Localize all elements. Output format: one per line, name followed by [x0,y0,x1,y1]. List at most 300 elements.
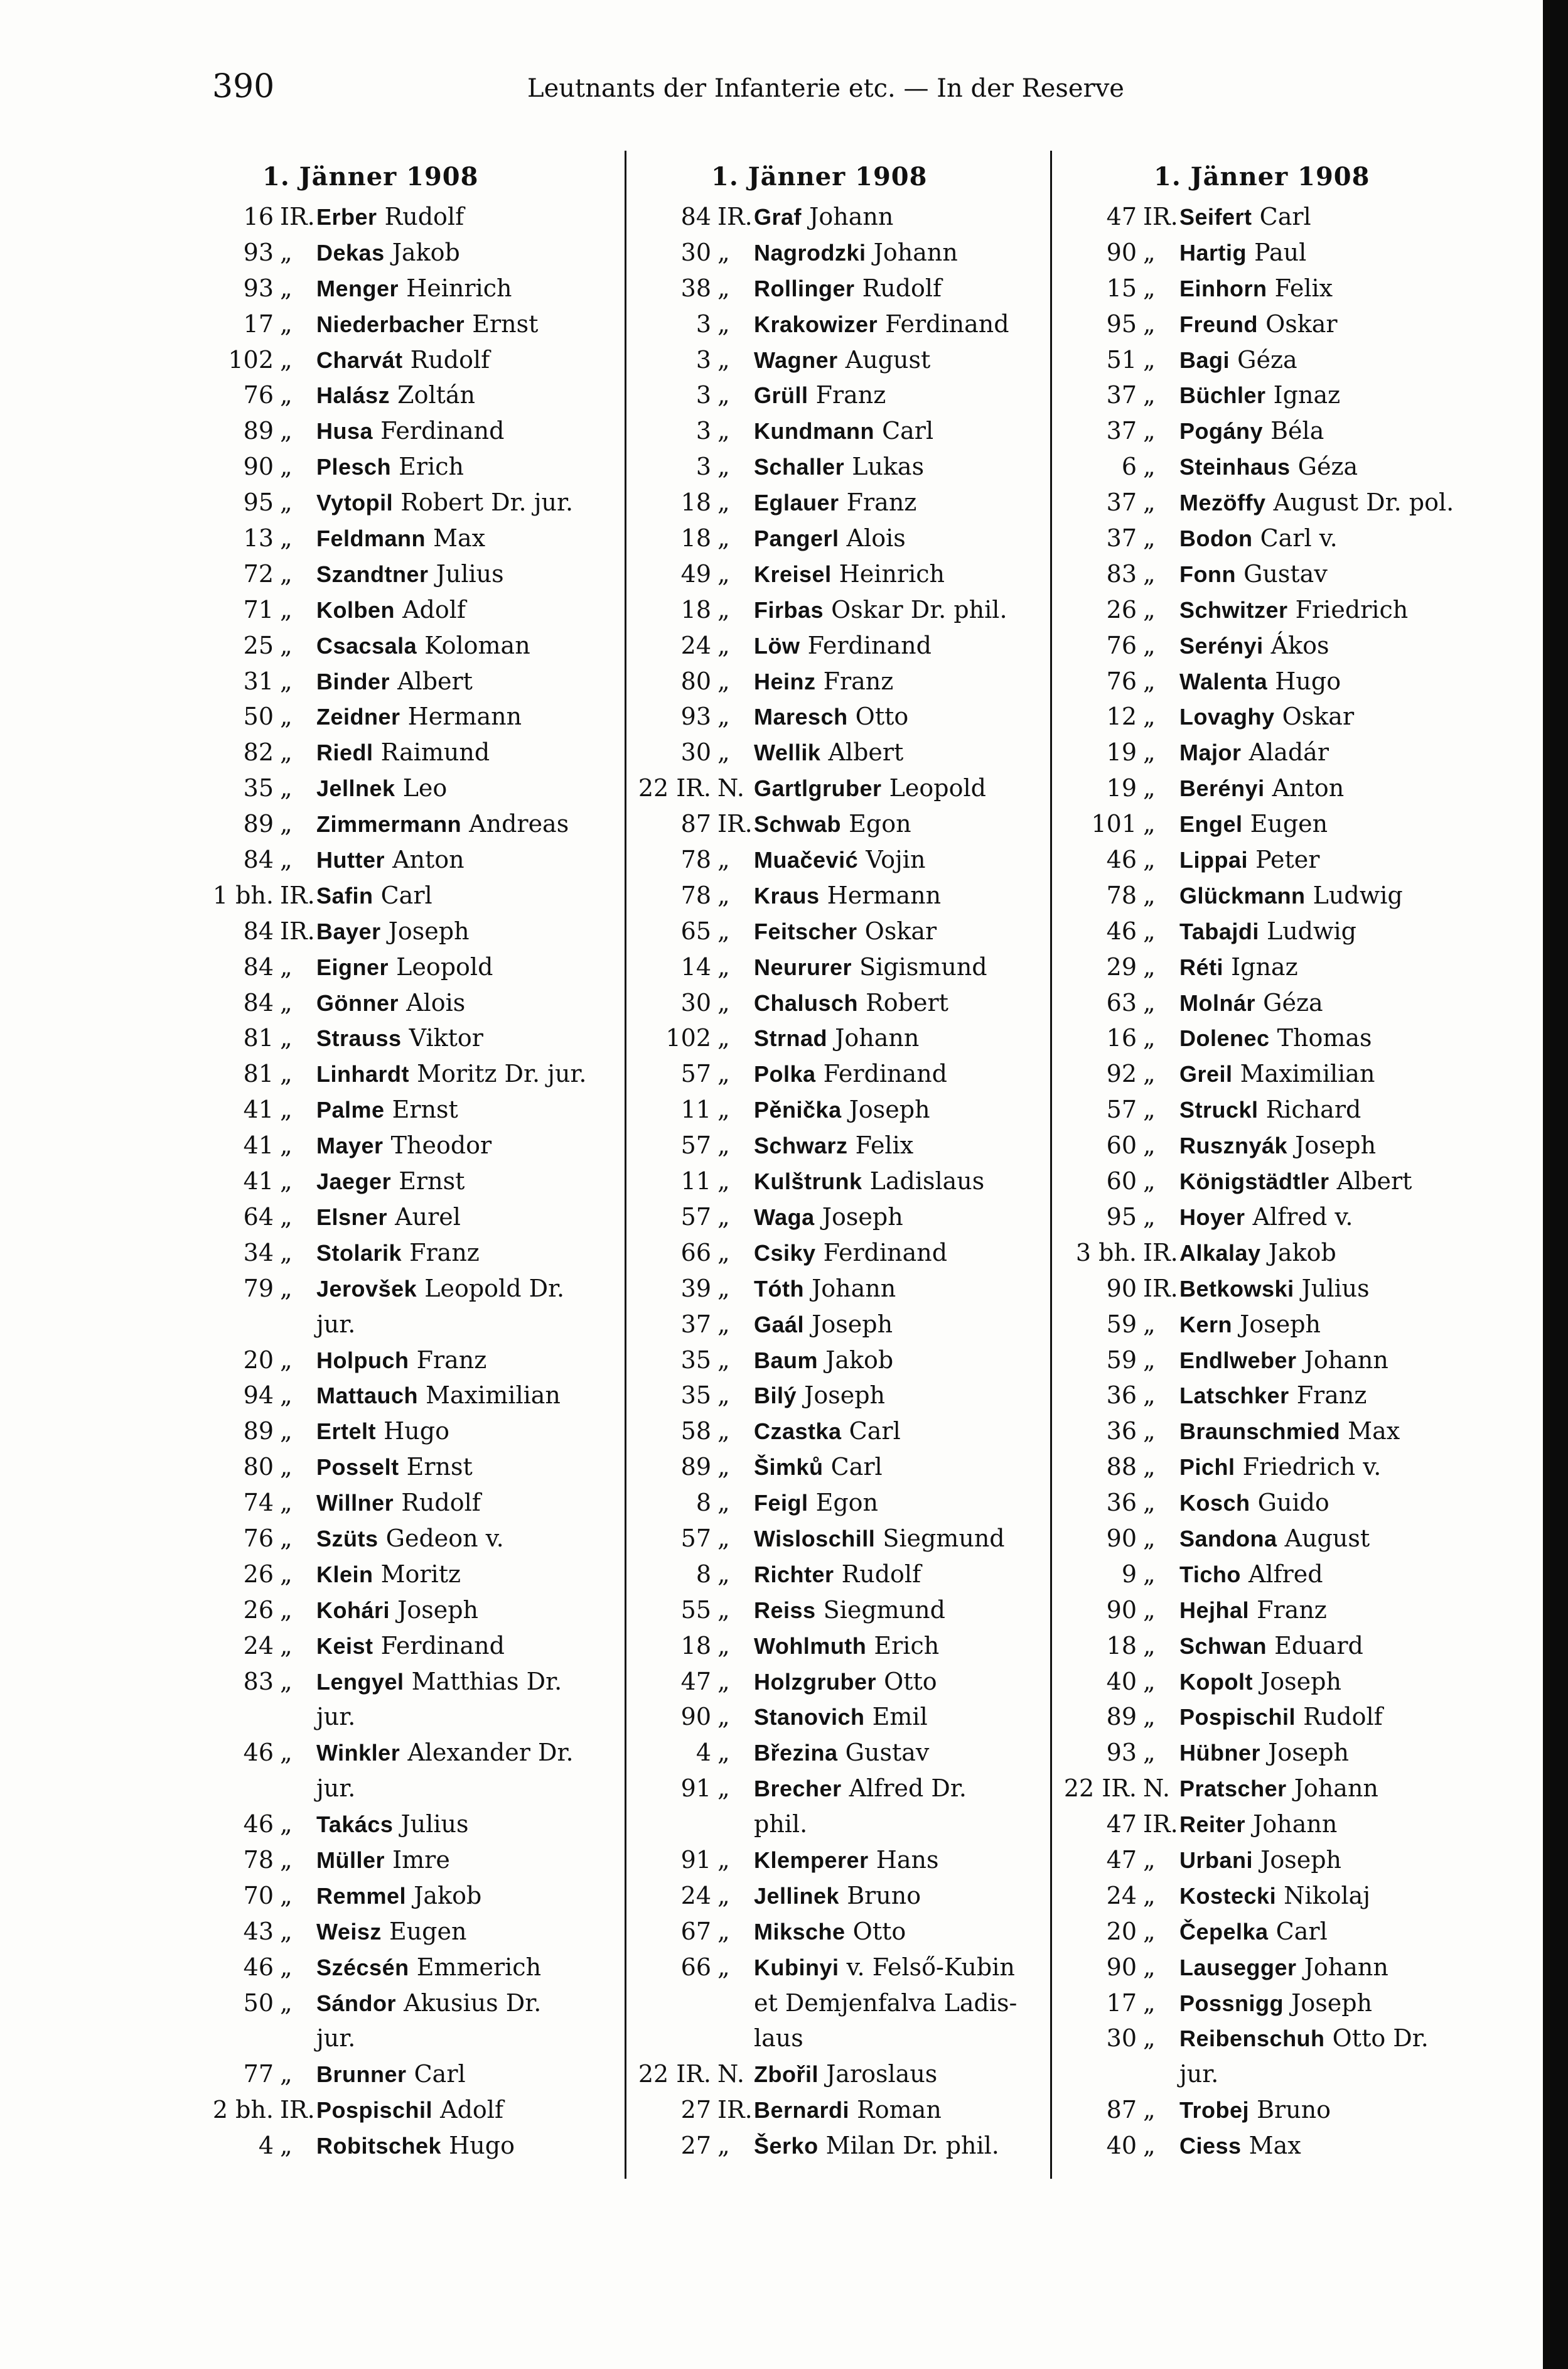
given-name: Milan Dr. phil. [825,2132,999,2160]
unit-abbrev: „ [280,524,293,553]
list-item [200,203,614,239]
officer-name [1179,1096,1490,1123]
surname: Ertelt [316,1418,377,1445]
unit-abbrev: „ [280,1953,293,1981]
list-item [200,1310,614,1346]
given-name: Ernst [406,1453,473,1481]
unit-abbrev: „ [280,1417,293,1445]
unit-abbrev: „ [1143,274,1156,302]
list-item [1063,310,1490,346]
surname: Csiky [754,1239,816,1266]
scan-border [1543,0,1568,2369]
list-item [200,1703,614,1739]
column-rule [1050,151,1052,2179]
given-name: Johann [1304,1346,1388,1374]
unit-abbrev: „ [717,1131,730,1160]
list-item [200,989,614,1025]
officer-name [316,989,614,1017]
surname: Tóth [754,1275,804,1302]
unit-abbrev: „ [1143,667,1156,695]
list-item [1063,917,1490,953]
officer-name [316,810,614,838]
unit-abbrev: „ [717,274,730,302]
regiment-number: 87 [1106,2096,1137,2124]
list-item [637,488,1048,524]
officer-name [316,203,614,230]
officer-name [754,596,1048,623]
officer-name [1179,274,1490,302]
officer-name [1179,453,1490,480]
unit-abbrev: „ [1143,1381,1156,1410]
given-name: August [1284,1524,1370,1552]
unit-abbrev: „ [280,310,293,338]
unit-abbrev: „ [717,1595,730,1624]
officer-name [1179,1596,1490,1624]
officer-name [1179,1668,1490,1695]
list-item [200,1060,614,1096]
surname: Sandona [1179,1525,1277,1551]
surname: Jaeger [316,1168,392,1195]
list-item [200,1346,614,1382]
officer-name [316,953,614,981]
surname: Kern [1179,1311,1233,1337]
surname: Betkowski [1179,1275,1294,1302]
surname: Kreisel [754,561,832,587]
list-item [200,274,614,310]
unit-abbrev: „ [1143,1310,1156,1338]
regiment-number: 9 [1121,1560,1137,1588]
unit-abbrev: „ [717,310,730,338]
surname: Polka [754,1061,816,1087]
list-item [1063,2096,1490,2132]
officer-name [1179,632,1490,659]
surname: Reibenschuh [1179,2026,1325,2052]
unit-abbrev: „ [1143,881,1156,909]
given-name: Eugen [1250,810,1328,838]
officer-name [1179,703,1490,730]
unit-abbrev: „ [717,1667,730,1695]
surname: Rollinger [754,275,855,301]
unit-abbrev: „ [280,1346,293,1374]
surname: Jellnek [316,775,395,802]
given-name: Hugo [1275,667,1341,695]
surname: Alkalay [1179,1239,1261,1266]
given-name: Alfred v. [1252,1202,1353,1231]
given-name: Robert Dr. jur. [400,488,574,517]
list-item [1063,453,1490,488]
list-item [637,239,1048,274]
unit-abbrev: „ [717,1346,730,1374]
unit-abbrev: „ [1143,1417,1156,1445]
surname: Dekas [316,239,385,266]
officer-name [754,1918,1048,1945]
regiment-number: 25 [243,631,274,659]
unit-abbrev: „ [717,1453,730,1481]
officer-name [316,1131,614,1159]
unit-abbrev: „ [280,1167,293,1195]
regiment-number: 15 [1106,274,1137,302]
given-name: Albert [397,667,473,695]
surname: Holzgruber [754,1668,877,1695]
list-item [200,774,614,810]
list-item [637,2024,1048,2060]
surname: Mayer [316,1133,384,1159]
officer-name [316,1381,614,1409]
list-item [637,1632,1048,1668]
regiment-number: 46 [243,1810,274,1838]
list-item [1063,1668,1490,1703]
list-item [1063,1774,1490,1810]
officer-name [754,1167,1048,1195]
roster-list [1063,203,1490,2167]
unit-abbrev: „ [280,417,293,445]
given-name: Max [1248,2132,1301,2160]
surname: Löw [754,632,800,659]
given-name: Carl [882,417,934,445]
given-name: Géza [1237,345,1297,374]
page-number: 390 [212,68,275,105]
given-name: jur. [316,2024,356,2053]
officer-name [316,1310,614,1338]
officer-name [1179,1632,1490,1659]
officer-name [316,1060,614,1087]
given-name: v. Felső-Kubin [846,1953,1015,1981]
surname: Pospischil [1179,1704,1296,1730]
officer-name [754,1096,1048,1123]
list-item [637,1596,1048,1632]
unit-abbrev: „ [717,595,730,623]
given-name: Franz [815,381,886,409]
given-name: Géza [1263,988,1323,1017]
officer-name [1179,2096,1490,2123]
regiment-number: 83 [243,1667,274,1695]
surname: Kosch [1179,1490,1250,1516]
regiment-number: 4 [258,2132,274,2160]
unit-abbrev: „ [717,917,730,945]
regiment-number: 80 [680,667,711,695]
given-name: Bruno [1257,2096,1331,2124]
regiment-number: 24 [1106,1881,1137,1909]
given-name: Adolf [440,2096,504,2124]
unit-abbrev: „ [1143,703,1156,731]
given-name: Siegmund [823,1595,945,1624]
officer-name [316,1489,614,1516]
regiment-number: 16 [1106,1024,1137,1052]
given-name: Robert [866,988,948,1017]
regiment-number: 26 [243,1560,274,1588]
surname: Graf [754,204,802,230]
regiment-number: 18 [680,524,711,553]
surname: Szandtner [316,561,429,587]
list-item [637,1989,1048,2025]
unit-abbrev: „ [717,1631,730,1659]
surname: Vytopil [316,490,394,516]
unit-abbrev: „ [717,1202,730,1231]
officer-name [316,1560,614,1588]
given-name: August Dr. pol. [1273,488,1454,517]
given-name: Franz [823,667,894,695]
given-name: Aurel [395,1202,461,1231]
unit-abbrev: „ [1143,1667,1156,1695]
given-name: Ferdinand [807,631,932,659]
regiment-number: 71 [243,595,274,623]
regiment-number: 26 [243,1595,274,1624]
unit-abbrev: „ [280,1202,293,1231]
officer-name [754,1203,1048,1231]
regiment-number: 20 [243,1346,274,1374]
officer-name [754,488,1048,516]
surname: Hoyer [1179,1204,1245,1230]
surname: Lausegger [1179,1954,1297,1980]
officer-name [316,1668,614,1695]
regiment-number: 30 [680,238,711,266]
surname: Feitscher [754,918,857,944]
officer-name [754,1346,1048,1374]
surname: Wellik [754,740,821,766]
list-item [200,1739,614,1774]
unit-abbrev: „ [717,1845,730,1874]
officer-name [754,1453,1048,1481]
officer-name [316,846,614,873]
surname: Jellinek [754,1882,840,1909]
officer-name [1179,1239,1490,1266]
list-item [1063,1131,1490,1167]
unit-abbrev: N. [717,2060,744,2088]
unit-abbrev: „ [1143,1524,1156,1552]
officer-name [316,1453,614,1481]
given-name: Joseph [849,1096,930,1124]
surname: Pangerl [754,526,839,552]
list-item [200,488,614,524]
unit-abbrev: „ [717,846,730,874]
officer-name [316,703,614,730]
surname: Charvát [316,347,403,373]
list-item [1063,1918,1490,1953]
surname: Kubinyi [754,1954,839,1980]
regiment-number: 65 [680,917,711,945]
list-item [1063,239,1490,274]
given-name: et Demjenfalva Ladis- [754,1989,1018,2017]
unit-abbrev: „ [717,1703,730,1731]
regiment-number: 92 [1106,1060,1137,1088]
unit-abbrev: „ [1143,345,1156,374]
given-name: Ferdinand [380,1631,505,1659]
surname: Walenta [1179,668,1268,694]
regiment-number: 83 [1106,559,1137,588]
regiment-number: 95 [243,488,274,517]
regiment-number: 11 [680,1096,711,1124]
given-name: Nikolaj [1284,1881,1371,1909]
given-name: Gustav [845,1739,930,1767]
list-item [1063,846,1490,882]
regiment-number: 30 [680,988,711,1017]
given-name: jur. [316,1703,356,1731]
unit-abbrev: „ [1143,1703,1156,1731]
surname: Šerko [754,2133,819,2159]
officer-name [754,1668,1048,1695]
list-item [200,1774,614,1810]
given-name: Joseph [1260,1845,1342,1874]
unit-abbrev: „ [280,1845,293,1874]
unit-abbrev: „ [1143,810,1156,838]
officer-name [1179,417,1490,445]
regiment-number: 37 [1106,524,1137,553]
given-name: Alois [846,524,906,553]
list-item [637,381,1048,417]
regiment-number: 18 [680,1631,711,1659]
unit-abbrev: „ [280,345,293,374]
surname: Gaál [754,1311,805,1337]
list-item [200,1596,614,1632]
surname: Miksche [754,1918,846,1945]
list-item [637,596,1048,632]
given-name: Heinrich [406,274,512,302]
unit-abbrev: „ [280,238,293,266]
surname: Struckl [1179,1097,1259,1123]
unit-abbrev: „ [1143,952,1156,981]
given-name: Joseph [1240,1310,1321,1338]
unit-abbrev: „ [717,1417,730,1445]
officer-name [1179,239,1490,266]
regiment-number: 37 [1106,417,1137,445]
given-name: Gedeon v. [385,1524,504,1552]
surname: Jerovšek [316,1275,417,1302]
list-item [200,1560,614,1596]
regiment-number: 79 [243,1274,274,1302]
officer-name [316,1239,614,1266]
given-name: Vojin [866,846,926,874]
regiment-number: 88 [1106,1453,1137,1481]
unit-abbrev: N. [717,774,744,802]
list-item [1063,1060,1490,1096]
given-name: Peter [1255,846,1320,874]
given-name: Carl [830,1453,883,1481]
list-item [1063,274,1490,310]
officer-name [316,1524,614,1552]
surname: Krakowizer [754,311,878,337]
officer-name [754,1239,1048,1266]
given-name: Johann [1253,1810,1338,1838]
unit-abbrev: IR. [717,2096,753,2124]
unit-abbrev: „ [280,381,293,409]
list-item [1063,1489,1490,1524]
regiment-number: 81 [243,1060,274,1088]
regiment-number: 36 [1106,1489,1137,1517]
regiment-number: 95 [1106,310,1137,338]
surname: Kopolt [1179,1668,1253,1695]
surname: Pogány [1179,418,1264,445]
regiment-number: 89 [243,417,274,445]
given-name: Rudolf [410,345,490,374]
regiment-number: 55 [680,1595,711,1624]
unit-abbrev: „ [1143,524,1156,553]
regiment-number: 39 [680,1274,711,1302]
regiment-number: 78 [243,1845,274,1874]
list-item [637,810,1048,846]
given-name: Johann [1294,1774,1378,1803]
list-item [637,1774,1048,1810]
officer-name [316,488,614,516]
list-item [637,1096,1048,1131]
unit-abbrev: „ [717,703,730,731]
regiment-number: 59 [1106,1310,1137,1338]
given-name: Richard [1265,1096,1361,1124]
list-item [200,1524,614,1560]
given-name: phil. [754,1810,808,1838]
officer-name [316,882,614,909]
given-name: Otto [855,703,909,731]
unit-abbrev: „ [280,559,293,588]
regiment-number: 41 [243,1131,274,1160]
surname: Husa [316,418,373,445]
surname: Heinz [754,668,816,694]
list-item [200,1024,614,1060]
surname: Zeidner [316,704,400,730]
officer-name [1179,596,1490,623]
officer-name [1179,1918,1490,1945]
given-name: Siegmund [883,1524,1005,1552]
officer-name [1179,882,1490,909]
surname: Čepelka [1179,1918,1269,1945]
unit-abbrev: „ [280,1810,293,1838]
list-item [200,917,614,953]
surname: Brecher [754,1776,842,1802]
unit-abbrev: „ [280,1131,293,1160]
unit-abbrev: „ [280,1274,293,1302]
given-name: Hermann [407,703,522,731]
list-item [200,2132,614,2167]
unit-abbrev: „ [1143,774,1156,802]
list-item [637,846,1048,882]
roster-list [637,203,1048,2167]
regiment-number: 76 [1106,667,1137,695]
unit-abbrev: IR. [280,2096,315,2124]
column-heading: 1. Jänner 1908 [711,162,928,192]
regiment-number: 93 [243,238,274,266]
surname: Stanovich [754,1704,865,1730]
officer-name [316,381,614,409]
unit-abbrev: IR. [280,881,315,909]
given-name: jur. [316,1310,356,1338]
surname: Grüll [754,382,808,409]
regiment-number: 90 [243,453,274,481]
given-name: Leopold [396,952,493,981]
officer-name [754,1310,1048,1338]
list-item [1063,1596,1490,1632]
list-item [637,1882,1048,1918]
surname: Hutter [316,847,385,873]
surname: Müller [316,1847,385,1873]
unit-abbrev: „ [717,1274,730,1302]
unit-abbrev: „ [1143,631,1156,659]
regiment-number: 19 [1106,774,1137,802]
regiment-number: 87 [680,810,711,838]
surname: Engel [1179,811,1243,838]
given-name: Moritz Dr. jur. [417,1060,587,1088]
unit-abbrev: „ [717,952,730,981]
list-item [1063,1632,1490,1668]
list-item [637,1024,1048,1060]
regiment-number: 78 [680,881,711,909]
surname: Takács [316,1811,394,1838]
given-name: Egon [815,1489,879,1517]
officer-name [316,1774,614,1802]
officer-name [1179,1774,1490,1802]
regiment-number: 102 [665,1024,711,1052]
officer-name [754,989,1048,1017]
given-name: Otto [852,1917,906,1945]
given-name: Carl [380,881,432,909]
